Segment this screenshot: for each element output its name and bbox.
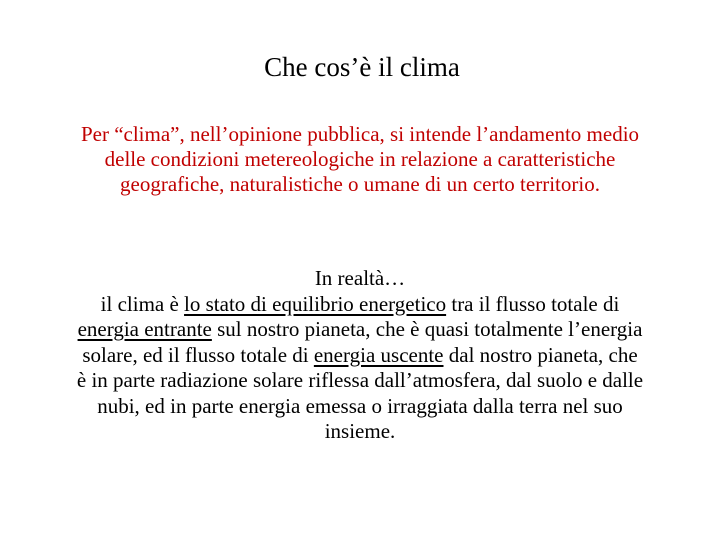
body-line-2 bbox=[24, 317, 696, 343]
slide-title: Che cos’è il clima bbox=[264, 52, 460, 82]
intro-line-2: delle condizioni metereologiche in relazione a caratteristiche bbox=[104, 147, 616, 171]
body-line-3-post: dal nostro pianeta, che bbox=[443, 342, 638, 367]
body-line-2-post: sul nostro pianeta, che è quasi totalmente l’energia bbox=[211, 317, 643, 341]
underlined-incoming-energy: energia entrante bbox=[77, 317, 212, 341]
underlined-equilibrium: lo stato di equilibrio energetico bbox=[184, 291, 447, 316]
body-line-1 bbox=[24, 292, 696, 318]
body-heading: In realtà… bbox=[314, 266, 406, 290]
body-paragraph bbox=[24, 266, 696, 445]
underlined-outgoing-energy: energia uscente bbox=[313, 342, 444, 367]
intro-line-3: geografiche, naturalistiche o umane di un certo territorio. bbox=[120, 172, 600, 196]
intro-line-1: Per “clima”, nell’opinione pubblica, si intende l’andamento medio bbox=[80, 122, 640, 146]
body-line-5: nubi, ed in parte energia emessa o irraggiata dalla terra nel suo bbox=[97, 393, 623, 418]
body-line-3 bbox=[24, 343, 696, 369]
body-line-1-post: tra il flusso totale di bbox=[446, 291, 620, 316]
body-line-4: è in parte radiazione solare riflessa dall’atmosfera, dal suolo e dalle bbox=[76, 368, 644, 392]
body-line-1-pre: il clima è bbox=[100, 291, 185, 316]
intro-paragraph bbox=[30, 122, 690, 197]
body-line-3-pre: solare, ed il flusso totale di bbox=[82, 342, 314, 367]
body-line-6: insieme. bbox=[324, 419, 396, 443]
